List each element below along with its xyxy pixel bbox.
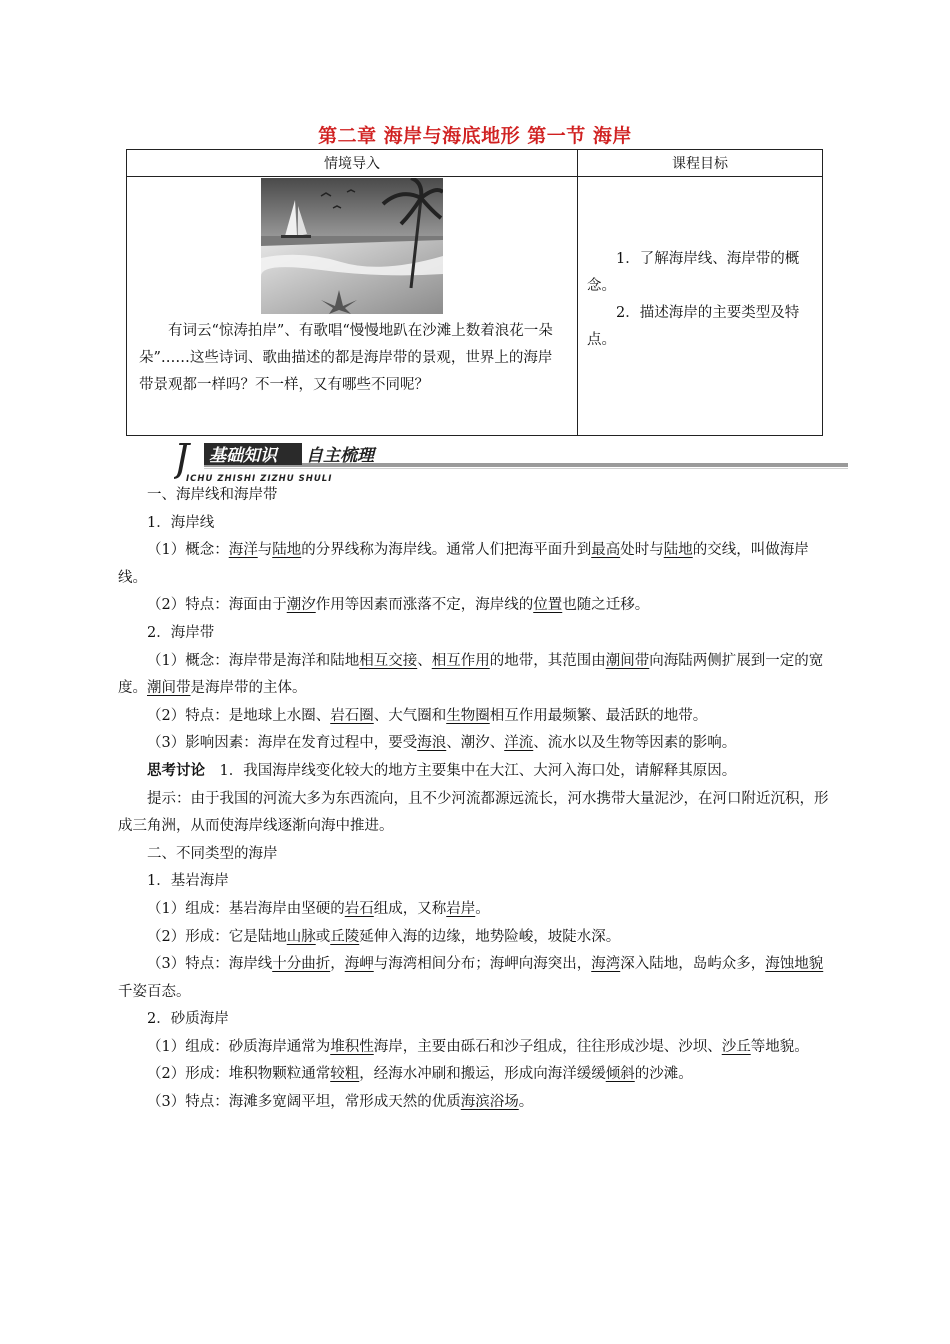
table-header-rule	[127, 176, 822, 177]
table-divider	[577, 150, 578, 435]
think-label: 思考讨论	[147, 762, 205, 779]
goal-1: 1．了解海岸线、海岸带的概念。	[587, 251, 800, 294]
intro-table	[126, 149, 823, 436]
main-content	[118, 482, 830, 1117]
paragraph-zone-feature: （2）特点：是地球上水圈、岩石圈、大气圈和生物圈相互作用最频繁、最活跃的地带。	[147, 707, 708, 724]
paragraph-coastline-feature: （2）特点：海面由于潮汐作用等因素而涨落不定，海岸线的位置也随之迁移。	[147, 597, 650, 614]
paragraph-zone-concept: （1）概念：海岸带是海洋和陆地相互交接、相互作用的地带，其范围由潮间带向海陆两侧扩展到一定的宽度。潮间带是海岸带的主体。	[118, 652, 824, 697]
beach-photo	[261, 178, 443, 314]
section-heading-1: 一、海岸线和海岸带	[147, 487, 278, 503]
paragraph-hint: 提示：由于我国的河流大多为东西流向，且不少河流都源远流长，河水携带大量泥沙，在河口附近沉积，形成三角洲，从而使海岸线逐渐向海中推进。	[118, 790, 829, 835]
banner-letter: J	[174, 437, 190, 480]
banner-title-b: 自主梳理	[306, 446, 374, 466]
subheading-bedrock-coast: 1．基岩海岸	[147, 873, 229, 890]
banner-title-a: 基础知识	[209, 446, 277, 466]
intro-text: 有词云“惊涛拍岸”、有歌唱“慢慢地趴在沙滩上数着浪花一朵朵”……这些诗词、歌曲描述的都是海岸带的景观，世界上的海岸带景观都一样吗？不一样，又有哪些不同呢？	[139, 323, 553, 393]
goal-2: 2．描述海岸的主要类型及特点。	[587, 305, 800, 348]
header-goals: 课程目标	[672, 156, 728, 172]
page-title: 第二章 海岸与海底地形 第一节 海岸	[318, 125, 632, 147]
subheading-coastal-zone: 2．海岸带	[147, 624, 215, 641]
banner-pinyin: ICHU ZHISHI ZIZHU SHULI	[186, 474, 333, 483]
section-heading-2: 二、不同类型的海岸	[147, 845, 278, 862]
paragraph-bedrock-formation: （2）形成：它是陆地山脉或丘陵延伸入海的边缘，地势险峻，坡陡水深。	[147, 928, 621, 945]
paragraph-think-discuss: 思考讨论 1．我国海岸线变化较大的地方主要集中在大江、大河入海口处，请解释其原因。	[147, 762, 737, 779]
paragraph-zone-factors: （3）影响因素：海岸在发育过程中，要受海浪、潮汐、洋流、流水以及生物等因素的影响。	[147, 735, 737, 752]
section-banner	[174, 437, 848, 483]
subheading-sandy-coast: 2．砂质海岸	[147, 1011, 229, 1028]
paragraph-bedrock-composition: （1）组成：基岩海岸由坚硬的岩石组成，又称岩岸。	[147, 900, 490, 917]
header-intro: 情境导入	[324, 156, 380, 172]
subheading-coastline: 1．海岸线	[147, 514, 215, 531]
paragraph-coastline-concept: （1）概念：海洋与陆地的分界线称为海岸线。通常人们把海平面升到最高处时与陆地的交线，叫做海岸线。	[118, 542, 809, 586]
paragraph-sandy-feature: （3）特点：海滩多宽阔平坦，常形成天然的优质海滨浴场。	[147, 1094, 534, 1111]
paragraph-sandy-composition: （1）组成：砂质海岸通常为堆积性海岸，主要由砾石和沙子组成，往往形成沙堤、沙坝、沙丘等地貌。	[147, 1038, 809, 1055]
paragraph-sandy-formation: （2）形成：堆积物颗粒通常较粗，经海水冲刷和搬运，形成向海洋缓缓倾斜的沙滩。	[147, 1066, 693, 1083]
paragraph-bedrock-feature: （3）特点：海岸线十分曲折，海岬与海湾相间分布；海岬向海突出，海湾深入陆地，岛屿众多，海蚀地貌千姿百态。	[118, 956, 824, 1000]
